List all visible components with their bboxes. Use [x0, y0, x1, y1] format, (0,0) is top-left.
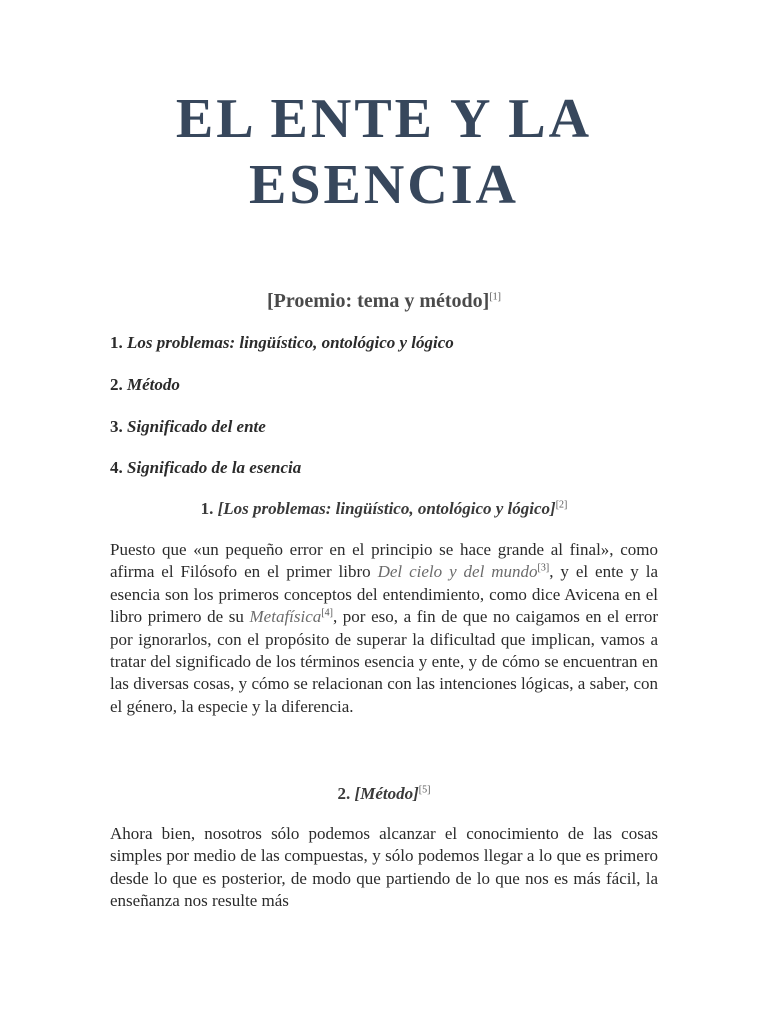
toc-item-number: 4. — [110, 458, 123, 477]
section-2-heading-text: [Método] — [354, 784, 419, 803]
toc-item-text: Significado de la esencia — [127, 458, 302, 477]
paragraph-text: Puesto que «un pequeño error en el principio se hace grande al final», como afirma el Filósofo en el primer libro — [110, 540, 658, 582]
title-line-1: EL ENTE Y LA — [175, 88, 593, 150]
proemio-heading-text: [Proemio: tema y método] — [267, 290, 490, 312]
toc-item-2[interactable] — [110, 374, 180, 396]
toc-item-number: 1. — [110, 333, 123, 352]
section-2-heading — [110, 783, 658, 805]
toc-item-text: Método — [127, 375, 180, 394]
paragraph-text: , por eso, a fin de que no caigamos en el error por ignorarlos, con el propósito de superar la dificultad que implican, vamos a tratar del significado de los términos esencia y ente, y de cómo se encuentran en las diversas cosas, y cómo se relacionan con las intenciones lógicas, a saber, con el género, la especie y la diferencia. — [110, 607, 658, 716]
work-title-link[interactable]: Del cielo y del mundo — [377, 562, 538, 582]
footnote-ref-4[interactable]: [4] — [321, 607, 333, 619]
paragraph-text: , y el ente y la esencia son los primeros conceptos del entendimiento, como dice Avicena en el libro primero de su — [110, 562, 658, 627]
title-line-2: ESENCIA — [249, 154, 519, 216]
footnote-ref-2[interactable]: [2] — [555, 499, 568, 511]
section-1-number: 1. — [200, 499, 214, 518]
section-2-number: 2. — [337, 784, 351, 803]
toc-item-text: Significado del ente — [127, 417, 266, 436]
footnote-ref-1[interactable]: [1] — [489, 291, 501, 303]
toc-item-number: 2. — [110, 375, 123, 394]
toc-item-number: 3. — [110, 417, 123, 436]
section-2-paragraph: Ahora bien, nosotros sólo podemos alcanzar el conocimiento de las cosas simples por medio de las compuestas, y sólo podemos llegar a lo que es primero desde lo que es posterior, de modo que partiendo de lo que nos es más fácil, la enseñanza nos resulte más — [110, 824, 658, 911]
proemio-heading — [110, 288, 658, 314]
section-1-paragraph — [110, 539, 658, 718]
toc-item-1[interactable] — [110, 332, 454, 354]
footnote-ref-5[interactable]: [5] — [418, 784, 431, 796]
footnote-ref-3[interactable]: [3] — [537, 562, 550, 574]
toc-item-4[interactable] — [110, 457, 301, 479]
document-title — [70, 86, 698, 218]
section-1-heading-text: [Los problemas: lingüístico, ontológico y lógico] — [217, 499, 556, 518]
toc-item-text: Los problemas: lingüístico, ontológico y lógico — [127, 333, 454, 352]
section-1-heading — [110, 498, 658, 520]
toc-item-3[interactable] — [110, 416, 266, 438]
work-title-link[interactable]: Metafísica — [249, 607, 322, 627]
